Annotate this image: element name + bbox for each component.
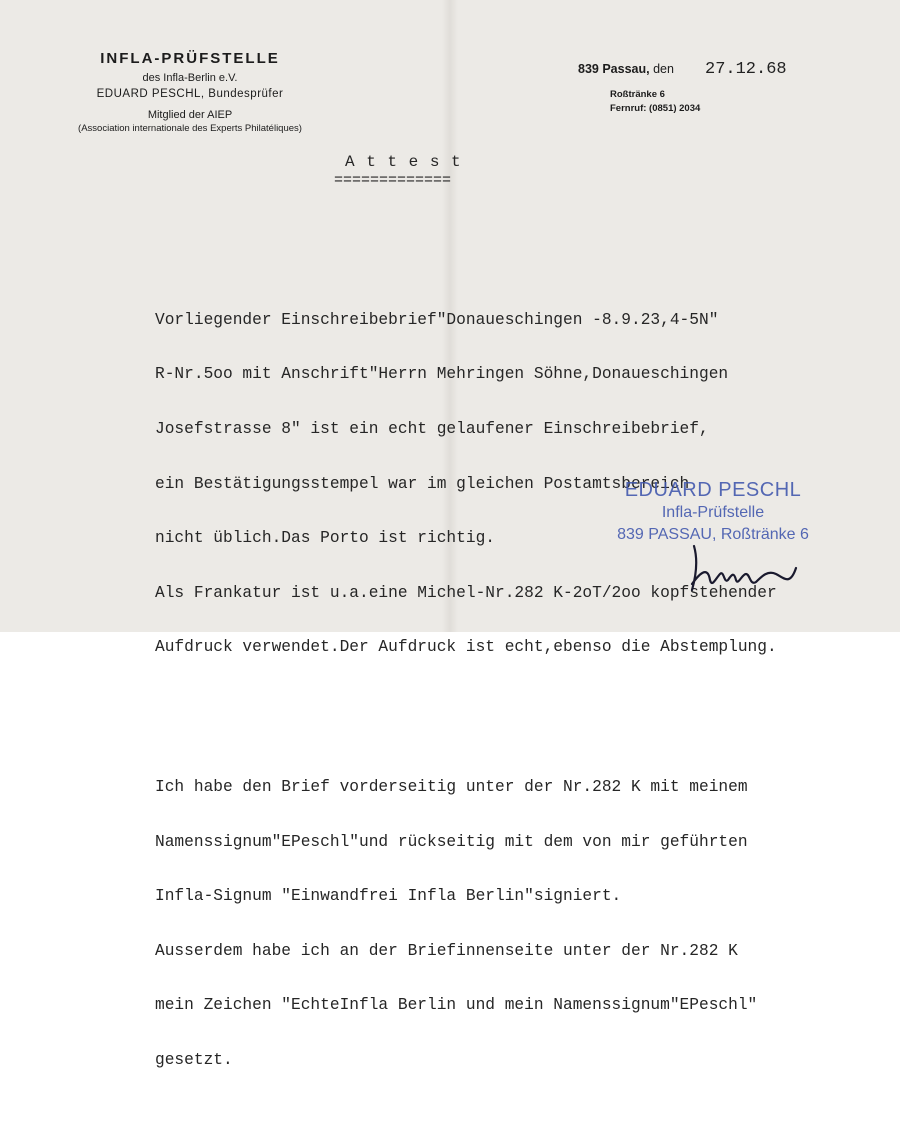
text-line: Josefstrasse 8" ist ein echt gelaufener Einschreibebrief, bbox=[155, 420, 709, 439]
letterhead bbox=[50, 50, 330, 135]
signature-icon bbox=[672, 540, 822, 600]
text-line: Vorliegender Einschreibebrief"Donaueschingen -8.9.23,4-5N" bbox=[155, 310, 719, 329]
place-line bbox=[578, 62, 674, 76]
document-body bbox=[155, 238, 777, 1142]
text-line: nicht üblich.Das Porto ist richtig. bbox=[155, 529, 495, 548]
text-line: Als Frankatur ist u.a.eine Michel-Nr.282 K-2oT/2oo kopfstehender bbox=[155, 583, 777, 602]
letterhead-subtitle: des Infla-Berlin e.V. bbox=[142, 72, 238, 84]
document-title: A t t e s t bbox=[345, 153, 462, 171]
text-line: Infla-Signum "Einwandfrei Infla Berlin"signiert. bbox=[155, 887, 622, 906]
stamp-office: Infla-Prüfstelle bbox=[661, 504, 765, 521]
text-line: Aufdruck verwendet.Der Aufdruck ist echt,ebenso die Abstemplung. bbox=[155, 638, 777, 657]
title-underline: ============= bbox=[334, 172, 452, 189]
rubber-stamp bbox=[598, 478, 828, 546]
text-line: mein Zeichen "EchteInfla Berlin und mein Namenssignum"EPeschl" bbox=[155, 996, 758, 1015]
letterhead-membership: Mitglied der AIEP bbox=[147, 109, 233, 121]
letterhead-organization: INFLA-PRÜFSTELLE bbox=[100, 50, 280, 67]
stamp-name: EDUARD PESCHL bbox=[624, 479, 802, 501]
text-line: Ich habe den Brief vorderseitig unter der Nr.282 K mit meinem bbox=[155, 777, 748, 796]
text-line: Ausserdem habe ich an der Briefinnenseite unter der Nr.282 K bbox=[155, 941, 738, 960]
place-den: den bbox=[649, 62, 674, 76]
text-line: gesetzt. bbox=[155, 1050, 233, 1069]
letterhead-association: (Association internationale des Experts Philatéliques) bbox=[78, 123, 302, 134]
text-line: ein Bestätigungsstempel war im gleichen Postamtsbereich bbox=[155, 474, 690, 493]
letterhead-name: EDUARD PESCHL, Bundesprüfer bbox=[96, 88, 284, 100]
address-street: Roßtränke 6 bbox=[610, 89, 665, 100]
address-block bbox=[610, 88, 700, 116]
paragraph-2 bbox=[155, 741, 777, 1105]
text-line: R-Nr.5oo mit Anschrift"Herrn Mehringen Söhne,Donaueschingen bbox=[155, 365, 729, 384]
address-phone: Fernruf: (0851) 2034 bbox=[610, 103, 701, 114]
text-line: Namenssignum"EPeschl"und rückseitig mit dem von mir geführten bbox=[155, 832, 748, 851]
stamp-address: 839 PASSAU, Roßtränke 6 bbox=[617, 526, 809, 543]
letter-date: 27.12.68 bbox=[705, 60, 787, 79]
place-city: 839 Passau, bbox=[578, 62, 650, 76]
